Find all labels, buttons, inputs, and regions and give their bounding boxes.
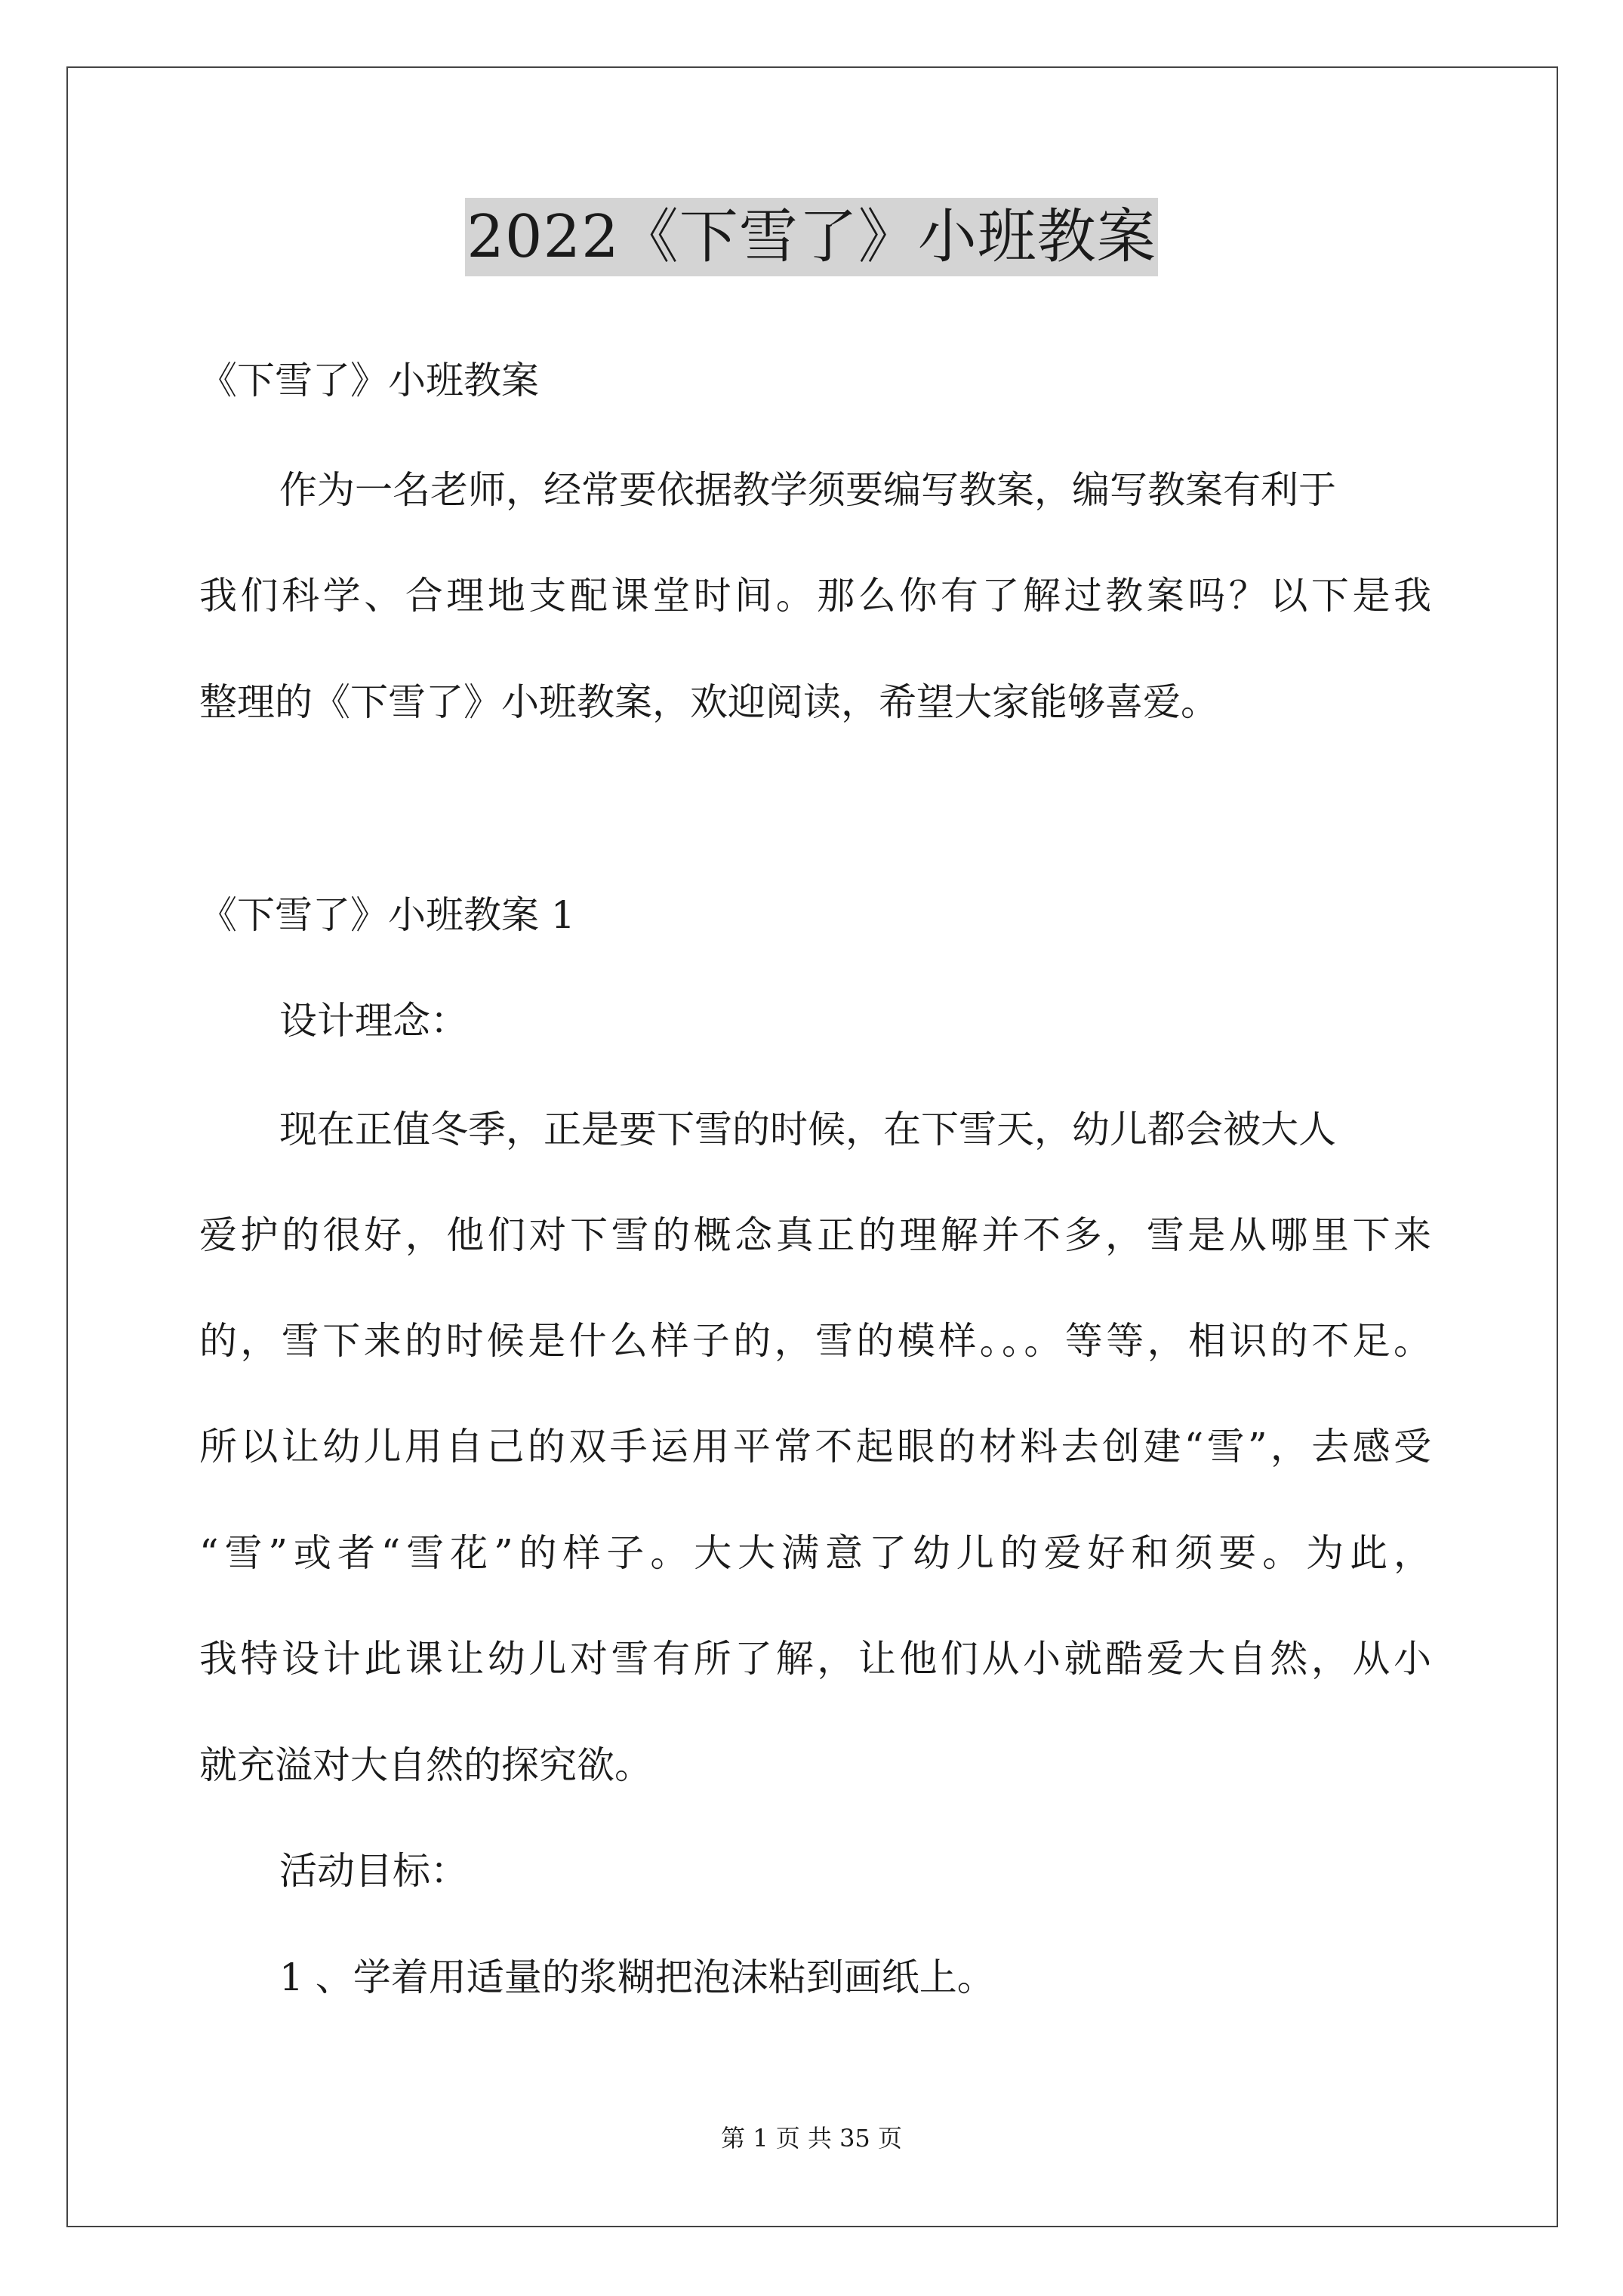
goals-heading: 活动目标： bbox=[279, 1849, 468, 1893]
design-line-6: 我特设计此课让幼儿对雪有所了解，让他们从小就酷爱大自然，从小 bbox=[199, 1637, 1431, 1681]
page-footer: 第 1 页 共 35 页 bbox=[721, 2124, 902, 2153]
intro-line-1: 作为一名老师，经常要依据教学须要编写教案，编写教案有利于 bbox=[279, 468, 1336, 512]
intro-line-2: 我们科学、合理地支配课堂时间。那么你有了解过教案吗？以下是我 bbox=[199, 574, 1431, 618]
section-heading: 《下雪了》小班教案 1 bbox=[199, 893, 575, 937]
design-line-4: 所以让幼儿用自己的双手运用平常不起眼的材料去创建“雪”，去感受 bbox=[199, 1425, 1431, 1469]
design-line-2: 爱护的很好，他们对下雪的概念真正的理解并不多，雪是从哪里下来 bbox=[199, 1213, 1431, 1257]
title-container bbox=[0, 198, 1623, 276]
design-heading: 设计理念： bbox=[279, 999, 468, 1043]
intro-line-3: 整理的《下雪了》小班教案，欢迎阅读，希望大家能够喜爱。 bbox=[199, 680, 1218, 724]
design-line-1: 现在正值冬季，正是要下雪的时候，在下雪天，幼儿都会被大人 bbox=[279, 1108, 1336, 1151]
design-line-5: “雪”或者“雪花”的样子。大大满意了幼儿的爱好和须要。为此， bbox=[199, 1531, 1431, 1575]
subtitle: 《下雪了》小班教案 bbox=[199, 359, 539, 402]
document-title: 2022《下雪了》小班教案 bbox=[465, 198, 1158, 276]
goal-item-1: 1 、学着用适量的浆糊把泡沫粘到画纸上。 bbox=[279, 1955, 995, 1999]
design-line-3: 的，雪下来的时候是什么样子的，雪的模样。。。等等，相识的不足。 bbox=[199, 1319, 1431, 1363]
design-line-7: 就充溢对大自然的探究欲。 bbox=[199, 1743, 652, 1787]
